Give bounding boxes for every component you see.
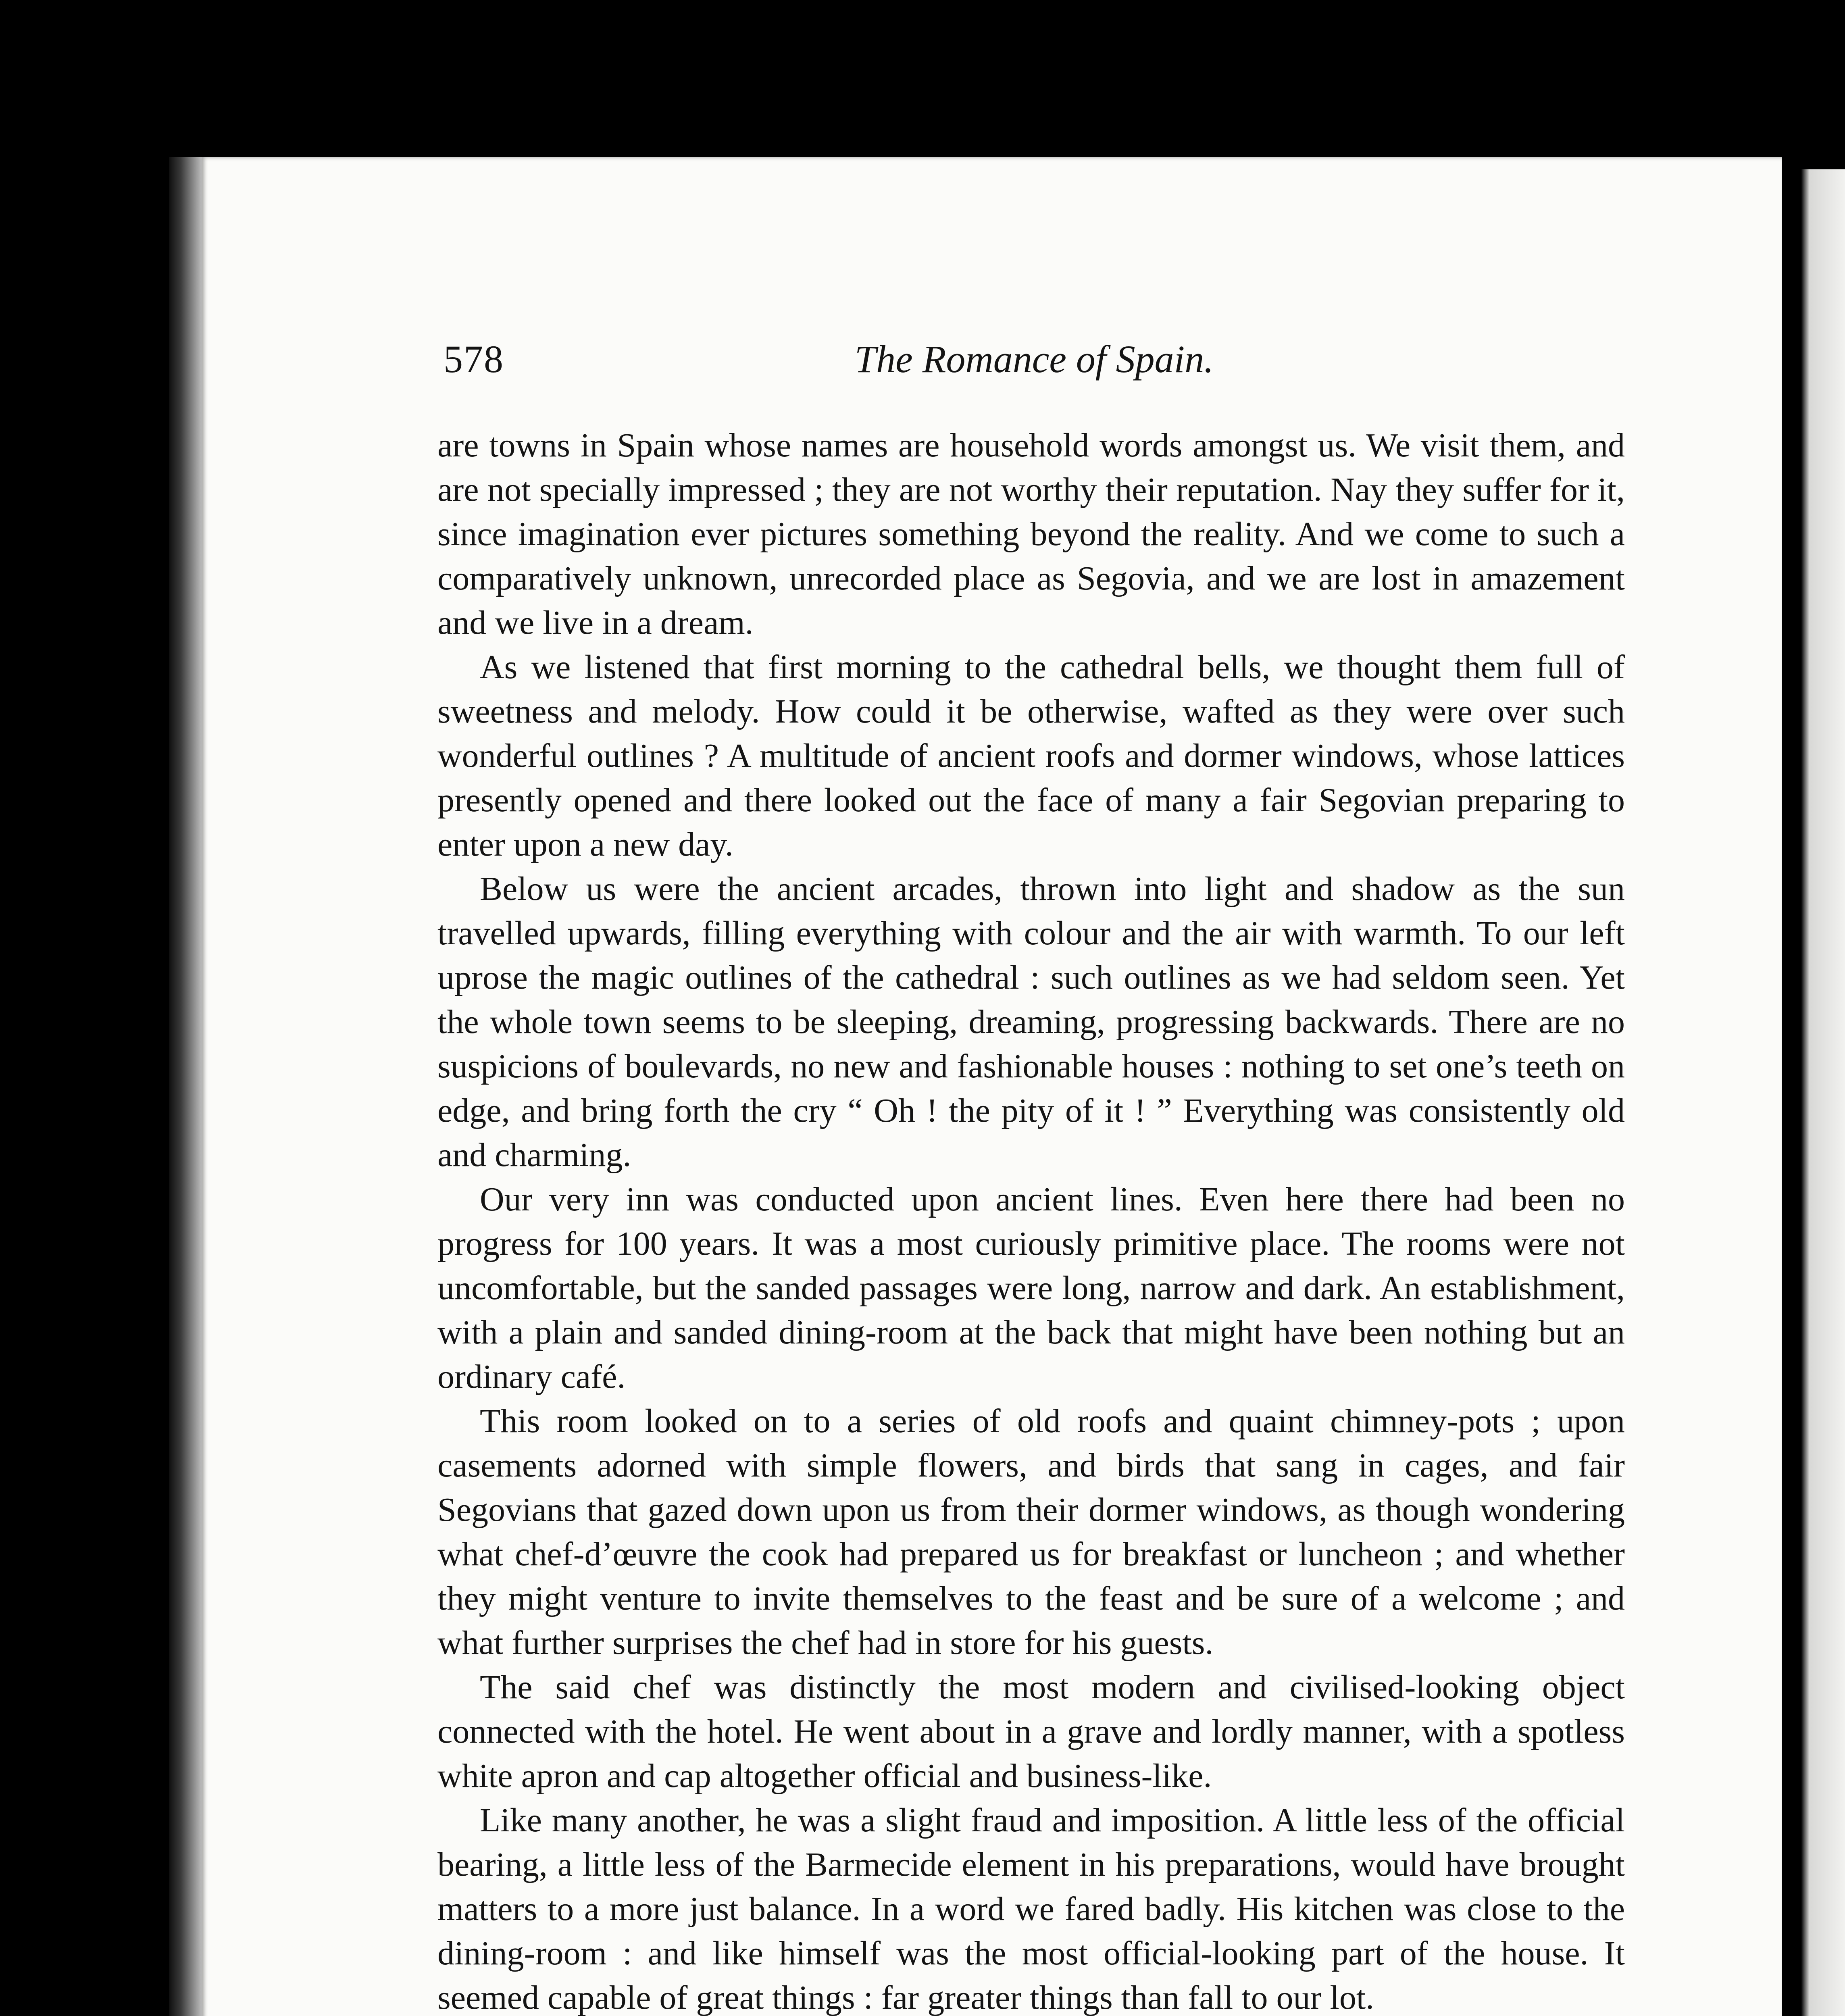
paragraph-6: The said chef was distinctly the most modern and civilised-looking object connected with the hotel. He went about in a grave and lordly manner, with a spotless white apron and cap altogether official and business-like. [437, 1668, 1625, 1795]
adjacent-page-edge [1790, 169, 1845, 2016]
running-head [444, 337, 1625, 393]
paragraph-7: Like many another, he was a slight fraud and imposition. A little less of the official bearing, a little less of the Barmecide element in his preparations, would have brought matters to a more just balance. In a word we fared badly. His kitchen was close to the dining-room : and like himself was the most official-looking part of the house. It seemed capable of great things : far greater things than fall to our lot. [437, 1801, 1625, 2016]
paragraph-2: As we listened that first morning to the cathedral bells, we thought them full of sweetness and melody. How could it be otherwise, wafted as they were over such wonderful outlines ? A multitude of ancient roofs and dormer windows, whose lattices presently opened and there looked out the face of many a fair Segovian preparing to enter upon a new day. [437, 648, 1625, 863]
paragraph-5: This room looked on to a series of old roofs and quaint chimney-pots ; upon casements adorned with simple flowers, and birds that sang in cages, and fair Segovians that gazed down upon us from their dormer windows, as though wondering what chef-d’œuvre the cook had prepared us for breakfast or luncheon ; and whether they might venture to invite themselves to the feast and be sure of a welcome ; and what further surprises the chef had in store for his guests. [437, 1402, 1625, 1662]
body-text [437, 423, 1625, 2016]
page-number: 578 [444, 337, 504, 381]
book-binding-gutter [169, 157, 202, 2016]
paragraph-3: Below us were the ancient arcades, thrown into light and shadow as the sun travelled upwards, filling everything with colour and the air with warmth. To our left uprose the magic outlines of the cathedral : such outlines as we had seldom seen. Yet the whole town seems to be sleeping, dreaming, progressing backwards. There are no suspicions of boulevards, no new and fashionable houses : nothing to set one’s teeth on edge, and bring forth the cry “ Oh ! the pity of it ! ” Everything was consistently old and charming. [437, 870, 1625, 1174]
paragraph-1: are towns in Spain whose names are household words amongst us. We visit them, and are not specially impressed ; they are not worthy their reputation. Nay they suffer for it, since imagination ever pictures something beyond the reality. And we come to such a comparatively unknown, unrecorded place as Segovia, and we are lost in amazement and we live in a dream. [437, 427, 1625, 641]
paragraph-4: Our very inn was conducted upon ancient lines. Even here there had been no progress for 100 years. It was a most curiously primitive place. The rooms were not uncomfortable, but the sanded passages were long, narrow and dark. An establishment, with a plain and sanded dining-room at the back that might have been nothing but an ordinary café. [437, 1181, 1625, 1395]
running-title: The Romance of Spain. [854, 337, 1214, 381]
